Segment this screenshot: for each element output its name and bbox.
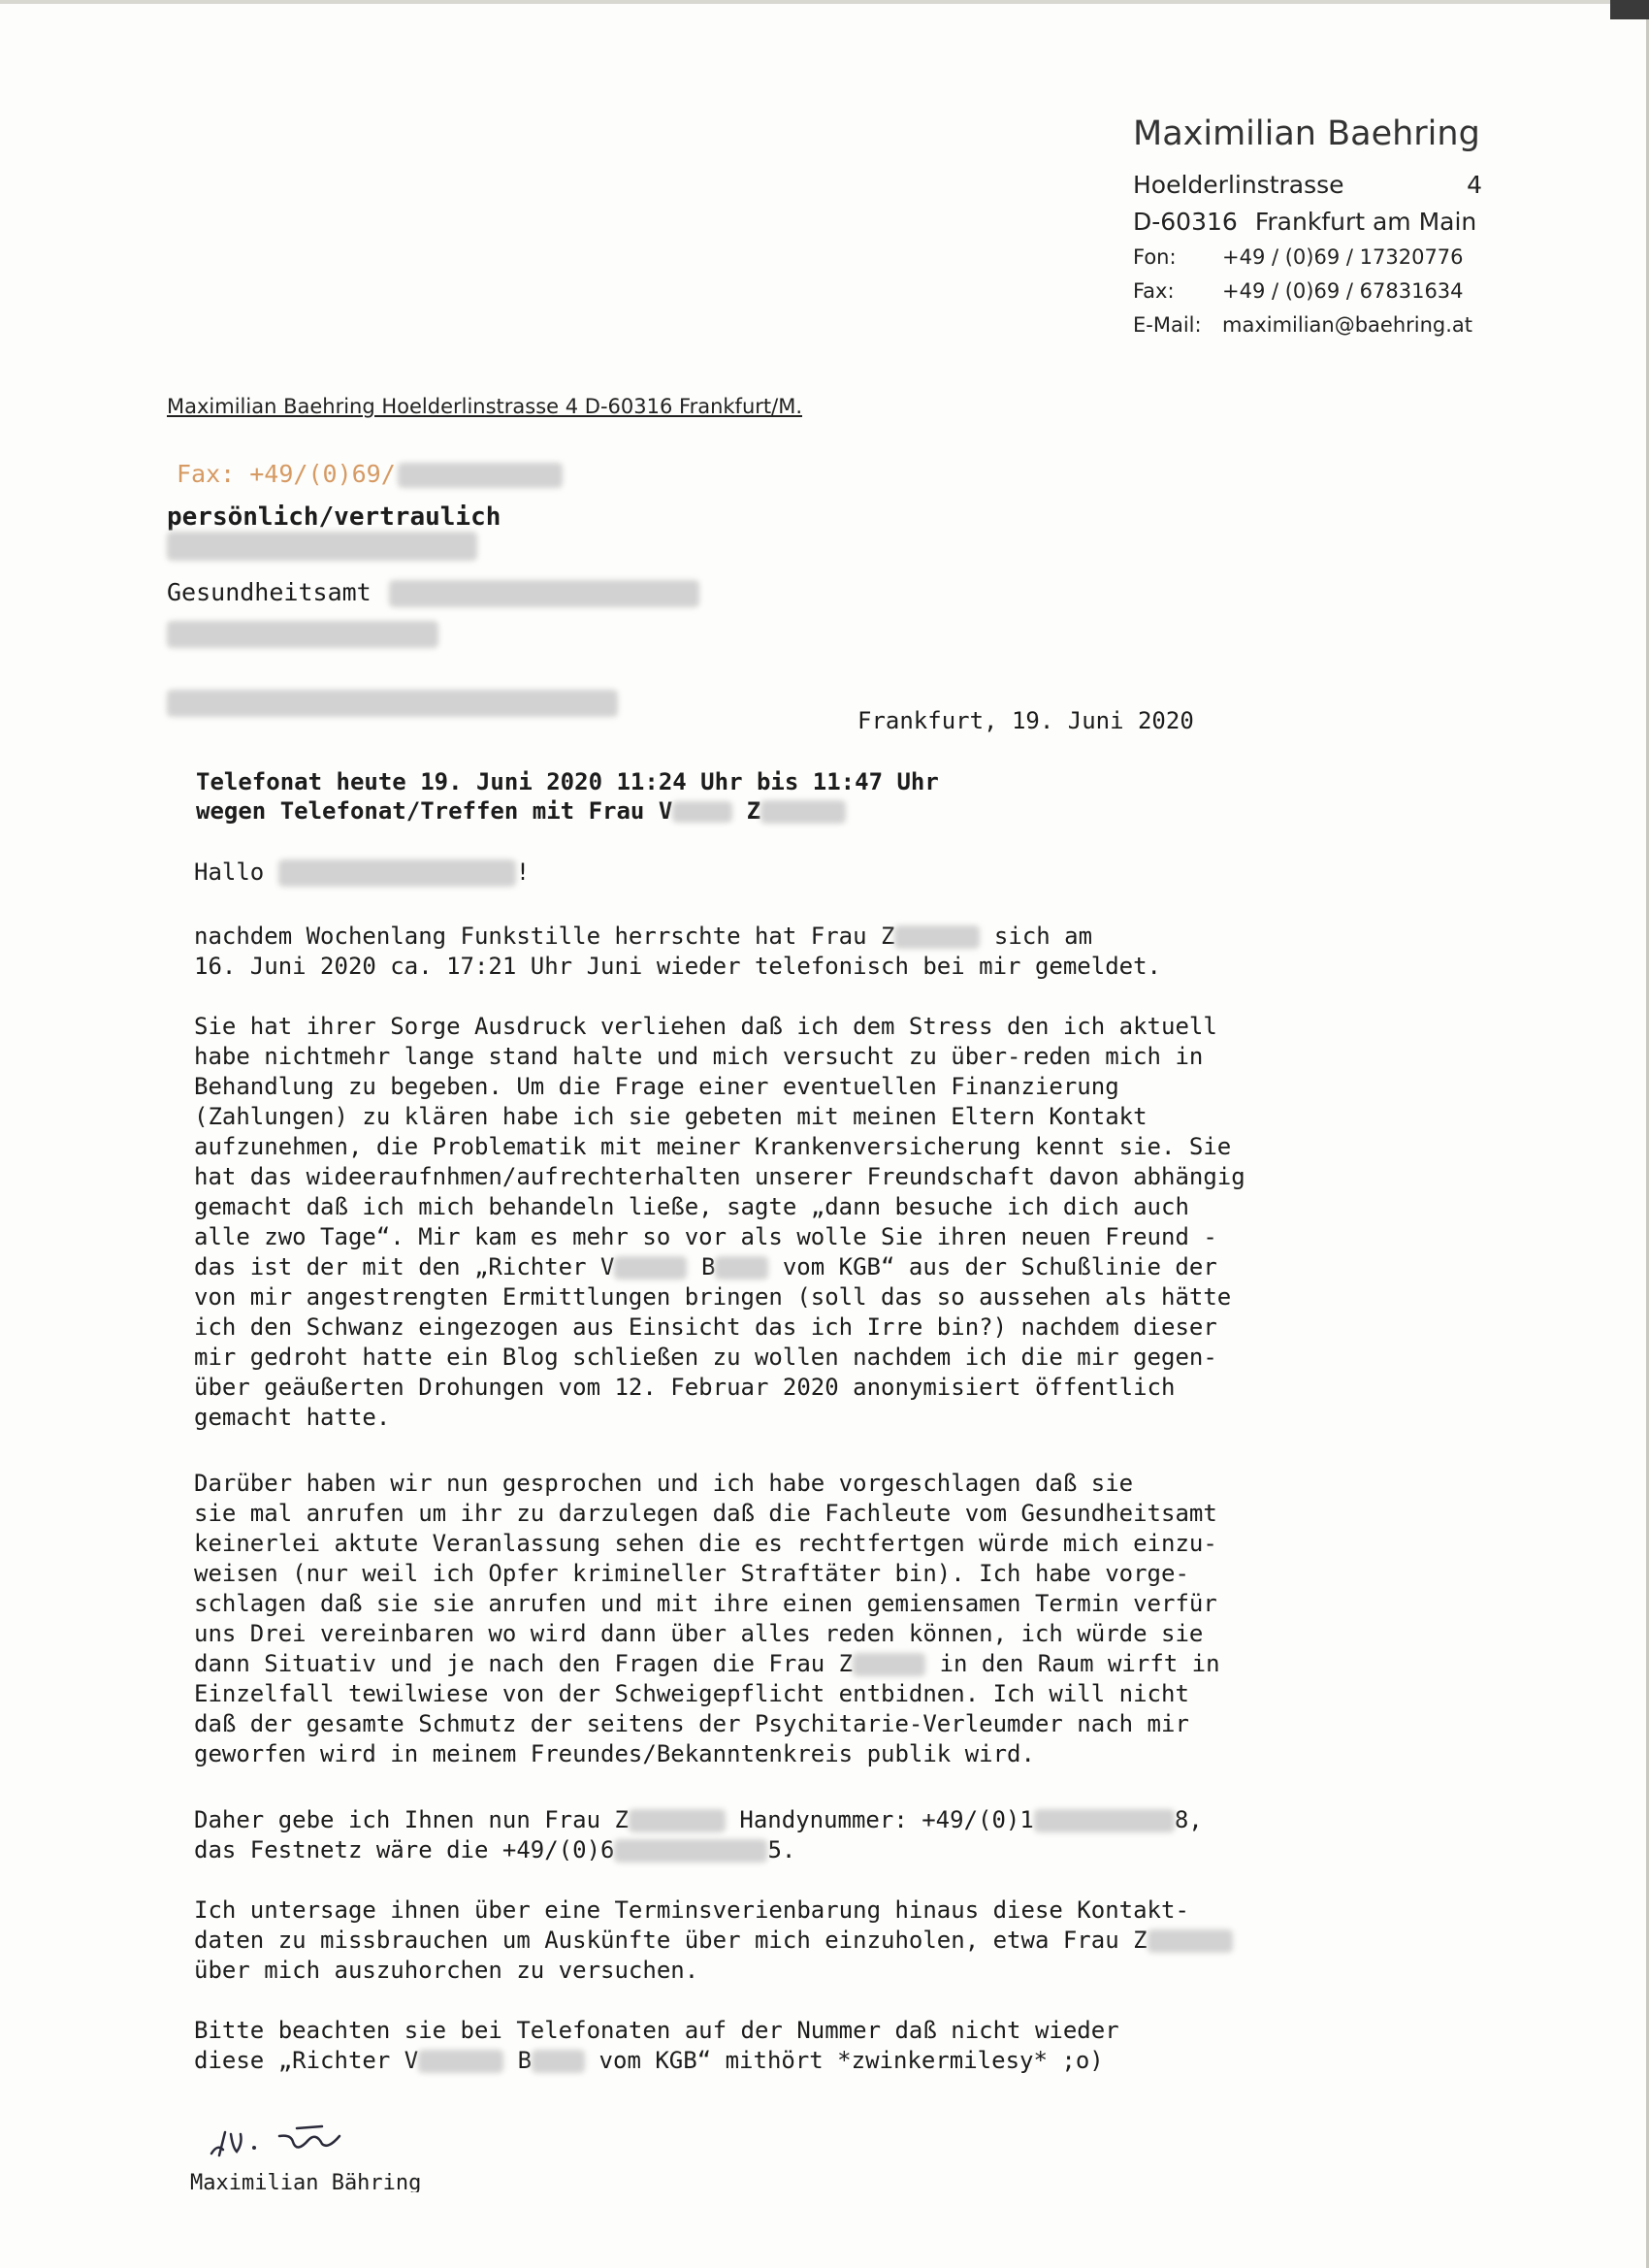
- text-line: sie mal anrufen um ihr zu darzulegen daß die Fachleute vom Gesundheitsamt: [194, 1500, 1217, 1527]
- sender-fax-row: [1133, 275, 1482, 308]
- text-line: daten zu missbrauchen um Auskünfte über mich einzuholen, etwa Frau Z: [194, 1926, 1233, 1956]
- text-line: daß der gesamte Schmutz der seitens der Psychitarie-Verleumder nach mir: [194, 1710, 1189, 1737]
- text-line: Bitte beachten sie bei Telefonaten auf der Nummer daß nicht wieder: [194, 2017, 1119, 2044]
- greeting: Hallo !: [194, 859, 531, 886]
- sender-email-row: [1133, 308, 1482, 342]
- redaction: [853, 1653, 925, 1676]
- text-line: dann Situativ und je nach den Fragen die Frau Z in den Raum wirft in: [194, 1650, 1220, 1677]
- paragraph-3: [194, 1469, 1220, 1769]
- redaction: [614, 1839, 767, 1863]
- paragraph-2: [194, 1012, 1245, 1433]
- redaction: [629, 1809, 726, 1832]
- text-line: Daher gebe ich Ihnen nun Frau Z Handynummer: +49/(0)1 8,: [194, 1806, 1203, 1833]
- text-line: das Festnetz wäre die +49/(0)6 5.: [194, 1836, 796, 1863]
- redaction: [532, 2050, 585, 2073]
- text-line: schlagen daß sie sie anrufen und mit ihre einen gemiensamen Termin verfür: [194, 1590, 1217, 1617]
- sender-street: Hoelderlinstrasse: [1133, 171, 1344, 199]
- sender-city: Frankfurt am Main: [1254, 208, 1477, 236]
- text-line: von mir angestrengten Ermittlungen bringen (soll das so aussehen als hätte: [194, 1283, 1232, 1311]
- redaction: [167, 690, 618, 717]
- redaction: [614, 1256, 687, 1280]
- subject-line-1: Telefonat heute 19. Juni 2020 11:24 Uhr bis 11:47 Uhr: [196, 768, 939, 795]
- sender-letterhead: [1133, 114, 1482, 342]
- text-line: habe nichtmehr lange stand halte und mich versucht zu über-reden mich in: [194, 1043, 1204, 1070]
- paragraph-1: [194, 922, 1161, 982]
- text-line: Darüber haben wir nun gesprochen und ich habe vorgeschlagen daß sie: [194, 1470, 1134, 1497]
- return-address: Maximilian Baehring Hoelderlinstrasse 4 D-60316 Frankfurt/M.: [167, 395, 802, 418]
- recipient-authority: [167, 578, 699, 607]
- sender-city-row: [1133, 204, 1482, 241]
- scan-corner: [1610, 0, 1649, 19]
- recipient-fax-number: Fax: +49/(0)69/: [177, 460, 396, 488]
- redaction: [398, 463, 563, 488]
- sender-fax: +49 / (0)69 / 67831634: [1222, 279, 1464, 303]
- sender-name: Maximilian Baehring: [1133, 114, 1480, 153]
- redaction: [715, 1256, 768, 1280]
- phone-label: Fon:: [1133, 245, 1177, 269]
- handwritten-signature: [204, 2115, 417, 2173]
- sender-street-row: [1133, 167, 1482, 204]
- text-line: das ist der mit den „Richter V B vom KGB“ aus der Schußlinie der: [194, 1253, 1217, 1280]
- redaction: [167, 532, 477, 561]
- redaction: [672, 801, 732, 823]
- text-line: Sie hat ihrer Sorge Ausdruck verliehen daß ich dem Stress den ich aktuell: [194, 1013, 1217, 1040]
- text-line: keinerlei aktute Veranlassung sehen die es rechtfertgen würde mich einzu-: [194, 1530, 1217, 1557]
- redaction: [167, 621, 438, 648]
- redaction: [389, 580, 699, 607]
- email-label: E-Mail:: [1133, 313, 1202, 337]
- text-line: weisen (nur weil ich Opfer krimineller Straftäter bin). Ich habe vorge-: [194, 1560, 1189, 1587]
- redaction: [278, 859, 516, 887]
- subject-line-2: wegen Telefonat/Treffen mit Frau V Z: [196, 796, 939, 826]
- text-line: ich den Schwanz eingezogen aus Einsicht das ich Irre bin?) nachdem dieser: [194, 1313, 1217, 1341]
- text-line: 16. Juni 2020 ca. 17:21 Uhr Juni wieder telefonisch bei mir gemeldet.: [194, 953, 1161, 980]
- text-line: über mich auszuhorchen zu versuchen.: [194, 1957, 699, 1984]
- text-line: Einzelfall tewilwiese von der Schweigepflicht entbidnen. Ich will nicht: [194, 1680, 1189, 1707]
- sender-postcode: D-60316: [1133, 208, 1238, 236]
- text-line: Behandlung zu begeben. Um die Frage einer eventuellen Finanzierung: [194, 1073, 1119, 1100]
- text-line: hat das wideeraufnhmen/aufrechterhalten unserer Freundschaft davon abhängig: [194, 1163, 1245, 1190]
- sender-house-number: 4: [1467, 171, 1482, 199]
- paragraph-4: [194, 1805, 1203, 1865]
- sender-email: maximilian@baehring.at: [1222, 313, 1473, 337]
- text-line: alle zwo Tage“. Mir kam es mehr so vor als wolle Sie ihren neuen Freund -: [194, 1223, 1217, 1250]
- letter-subject: [196, 767, 939, 826]
- closing-name: Maximilian Bähring: [190, 2171, 422, 2192]
- authority-name: Gesundheitsamt: [167, 578, 372, 606]
- redaction: [1034, 1809, 1175, 1832]
- text-line: uns Drei vereinbaren wo wird dann über alles reden können, ich würde sie: [194, 1620, 1204, 1647]
- redaction: [418, 2050, 503, 2073]
- text-line: gemacht hatte.: [194, 1404, 391, 1431]
- redaction: [1148, 1929, 1233, 1953]
- text-line: diese „Richter V B vom KGB“ mithört *zwinkermilesy* ;o): [194, 2047, 1104, 2074]
- text-line: mir gedroht hatte ein Blog schließen zu wollen nachdem ich die mir gegen-: [194, 1344, 1217, 1371]
- text-line: (Zahlungen) zu klären habe ich sie gebeten mit meinen Eltern Kontakt: [194, 1103, 1148, 1130]
- redaction: [760, 800, 846, 824]
- fax-label: Fax:: [1133, 279, 1175, 303]
- sender-phone: +49 / (0)69 / 17320776: [1222, 245, 1464, 269]
- text-line: gemacht daß ich mich behandeln ließe, sagte „dann besuche ich dich auch: [194, 1193, 1189, 1220]
- text-line: über geäußerten Drohungen vom 12. Februar 2020 anonymisiert öffentlich: [194, 1374, 1176, 1401]
- text-line: geworfen wird in meinem Freundes/Bekanntenkreis publik wird.: [194, 1740, 1035, 1767]
- paragraph-6: [194, 2016, 1119, 2076]
- confidential-label: persönlich/vertraulich: [167, 502, 501, 532]
- sender-phone-row: [1133, 241, 1482, 275]
- scan-edge: [0, 0, 1649, 4]
- recipient-fax: [177, 460, 563, 488]
- letter-date: Frankfurt, 19. Juni 2020: [857, 707, 1194, 734]
- redaction: [894, 925, 980, 949]
- paragraph-5: [194, 1895, 1233, 1986]
- text-line: Ich untersage ihnen über eine Terminsverienbarung hinaus diese Kontakt-: [194, 1896, 1189, 1924]
- text-line: aufzunehmen, die Problematik mit meiner Krankenversicherung kennt sie. Sie: [194, 1133, 1232, 1160]
- text-line: nachdem Wochenlang Funkstille herrschte hat Frau Z sich am: [194, 923, 1093, 950]
